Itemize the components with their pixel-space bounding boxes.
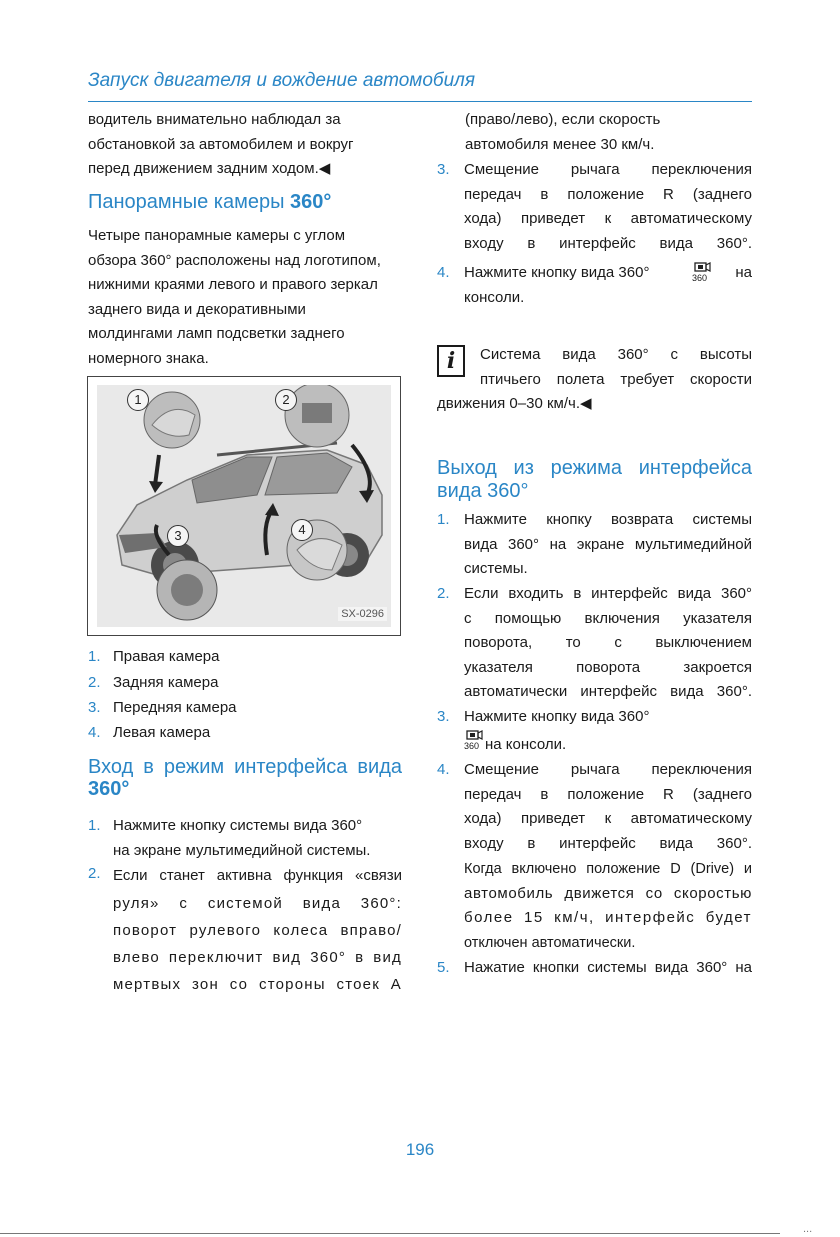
list-line: влево переключит вид 360° в вид — [113, 949, 402, 966]
continued-paragraph — [465, 108, 752, 157]
list-text — [464, 758, 752, 955]
list-line: автоматически интерфейс вида 360°. — [464, 683, 752, 700]
list-line: руля» с системой вида 360°: — [113, 895, 402, 912]
list-text — [464, 261, 752, 311]
heading-text: Панорамные камеры — [88, 191, 291, 213]
figure-illustration — [97, 385, 391, 627]
list-line-text: Нажмите кнопку вида 360° — [464, 264, 650, 281]
list-line: мертвых зон со стороны стоек А — [113, 976, 402, 993]
list-line: передач в положение R (заднего — [464, 185, 752, 203]
list-number: 2. — [88, 674, 101, 691]
intro-line: перед движением задним ходом.◀ — [88, 160, 331, 177]
list-line: автомобиль движется со скоростью — [464, 884, 752, 902]
list-line: Нажатие кнопки системы вида 360° на — [464, 959, 752, 976]
list-line: Смещение рычага переключения — [464, 761, 752, 778]
camera-360-icon — [464, 730, 484, 752]
camera-list-item — [88, 696, 402, 721]
list-text — [464, 705, 752, 755]
list-number: 4. — [437, 264, 450, 281]
list-line: вида 360° на экране мультимедийной — [464, 535, 752, 553]
enter-list-item — [437, 261, 752, 311]
suv-illustration — [97, 385, 391, 627]
heading-exit-mode — [437, 456, 752, 480]
callout-3: 3 — [167, 525, 189, 547]
list-line: на экране мультимедийной системы. — [113, 841, 371, 859]
list-line: поворота, то с выключением — [464, 634, 752, 651]
bottom-rule — [0, 1233, 780, 1234]
figure-code: SX-0296 — [338, 607, 387, 621]
callout-2: 2 — [275, 389, 297, 411]
list-text — [464, 582, 752, 705]
camera-list-item — [88, 671, 402, 696]
heading-text: Выход из режима интерфейса — [437, 457, 752, 479]
cameras-line: номерного знака. — [88, 349, 209, 367]
intro-line: обстановкой за автомобилем и вокруг — [88, 135, 354, 153]
list-line: Когда включено положение D (Drive) и — [464, 861, 752, 877]
camera-360-icon — [692, 262, 712, 284]
list-line: Смещение рычага переключения — [464, 161, 752, 178]
list-line — [464, 730, 752, 755]
callout-4: 4 — [291, 519, 313, 541]
cameras-paragraph — [88, 224, 402, 371]
list-line: Если входить в интерфейс вида 360° — [464, 585, 752, 602]
list-number: 2. — [88, 865, 101, 882]
list-text: Левая камера — [113, 724, 211, 741]
intro-paragraph — [88, 108, 402, 182]
cameras-line: заднего вида и декоративными — [88, 300, 306, 318]
cameras-line: молдингами ламп подсветки заднего — [88, 325, 345, 342]
list-number: 1. — [437, 511, 450, 528]
list-text — [464, 956, 752, 981]
cameras-line: нижними краями левого и правого зеркал — [88, 276, 378, 293]
list-line: входу в интерфейс вида 360°. — [464, 834, 752, 852]
list-number: 3. — [437, 161, 450, 178]
list-text — [113, 862, 402, 998]
list-line: отключен автоматически. — [464, 934, 636, 951]
list-text: Задняя камера — [113, 674, 219, 691]
running-header: Запуск двигателя и вождение автомобиля — [88, 70, 476, 91]
heading-panoramic-cameras — [88, 190, 331, 214]
callout-1: 1 — [127, 389, 149, 411]
heading-text-bold: 360° — [88, 778, 130, 800]
list-number: 3. — [437, 708, 450, 725]
info-icon: i — [437, 345, 465, 377]
list-line: Нажмите кнопку возврата системы — [464, 511, 752, 528]
heading-enter-mode — [88, 755, 402, 779]
list-number: 3. — [88, 699, 101, 716]
intro-line: водитель внимательно наблюдал за — [88, 111, 341, 128]
heading-text: Вход в режим интерфейса вида — [88, 756, 402, 778]
list-line-suffix: на — [735, 264, 752, 281]
heading-exit-mode-line2 — [437, 479, 529, 503]
list-text — [464, 508, 752, 582]
list-number: 1. — [88, 817, 101, 834]
list-line: Нажмите кнопку вида 360° — [464, 708, 650, 725]
icon-label: 360 — [692, 273, 708, 283]
page-number: 196 — [405, 1140, 435, 1159]
header-rule — [88, 101, 752, 102]
list-line: входу в интерфейс вида 360°. — [464, 234, 752, 252]
list-text: Правая камера — [113, 648, 220, 665]
continued-line: (право/лево), если скорость — [465, 111, 661, 128]
list-number: 5. — [437, 959, 450, 976]
note-line: птичьего полета требует скорости — [480, 370, 752, 388]
heading-text: вида 360° — [437, 480, 529, 502]
list-line: поворот рулевого колеса вправо/ — [113, 922, 402, 939]
camera-list-item — [88, 721, 402, 746]
list-line: консоли. — [464, 289, 525, 306]
list-line: Если станет активна функция «связи — [113, 867, 402, 884]
cameras-line: обзора 360° расположены над логотипом, — [88, 251, 381, 269]
list-number: 1. — [88, 648, 101, 665]
list-line: передач в положение R (заднего — [464, 785, 752, 803]
list-number: 4. — [437, 761, 450, 778]
list-text: Передняя камера — [113, 699, 237, 716]
list-line: с помощью включения указателя — [464, 609, 752, 627]
info-note — [437, 343, 752, 417]
note-line: движения 0–30 км/ч.◀ — [437, 395, 592, 412]
list-number: 2. — [437, 585, 450, 602]
note-line: Система вида 360° с высоты — [480, 346, 752, 363]
heading-enter-mode-line2 — [88, 777, 129, 801]
list-line: хода) приведет к автоматическому — [464, 210, 752, 227]
camera-locations-figure — [87, 376, 401, 636]
heading-text-bold: 360° — [290, 191, 332, 213]
bottom-dots: ... — [803, 1223, 813, 1235]
continued-line: автомобиля менее 30 км/ч. — [465, 135, 655, 153]
icon-label: 360 — [464, 740, 480, 751]
list-text — [113, 814, 402, 863]
cameras-line: Четыре панорамные камеры с углом — [88, 227, 346, 244]
camera-list-item — [88, 645, 402, 670]
list-line: Нажмите кнопку системы вида 360° — [113, 817, 363, 834]
list-text — [464, 158, 752, 256]
list-line: системы. — [464, 560, 528, 577]
list-line-text: на консоли. — [485, 735, 567, 753]
list-line — [464, 261, 752, 286]
list-line: указателя поворота закроется — [464, 658, 752, 676]
list-line: хода) приведет к автоматическому — [464, 810, 752, 827]
list-line: более 15 км/ч, интерфейс будет — [464, 909, 752, 926]
list-number: 4. — [88, 724, 101, 741]
